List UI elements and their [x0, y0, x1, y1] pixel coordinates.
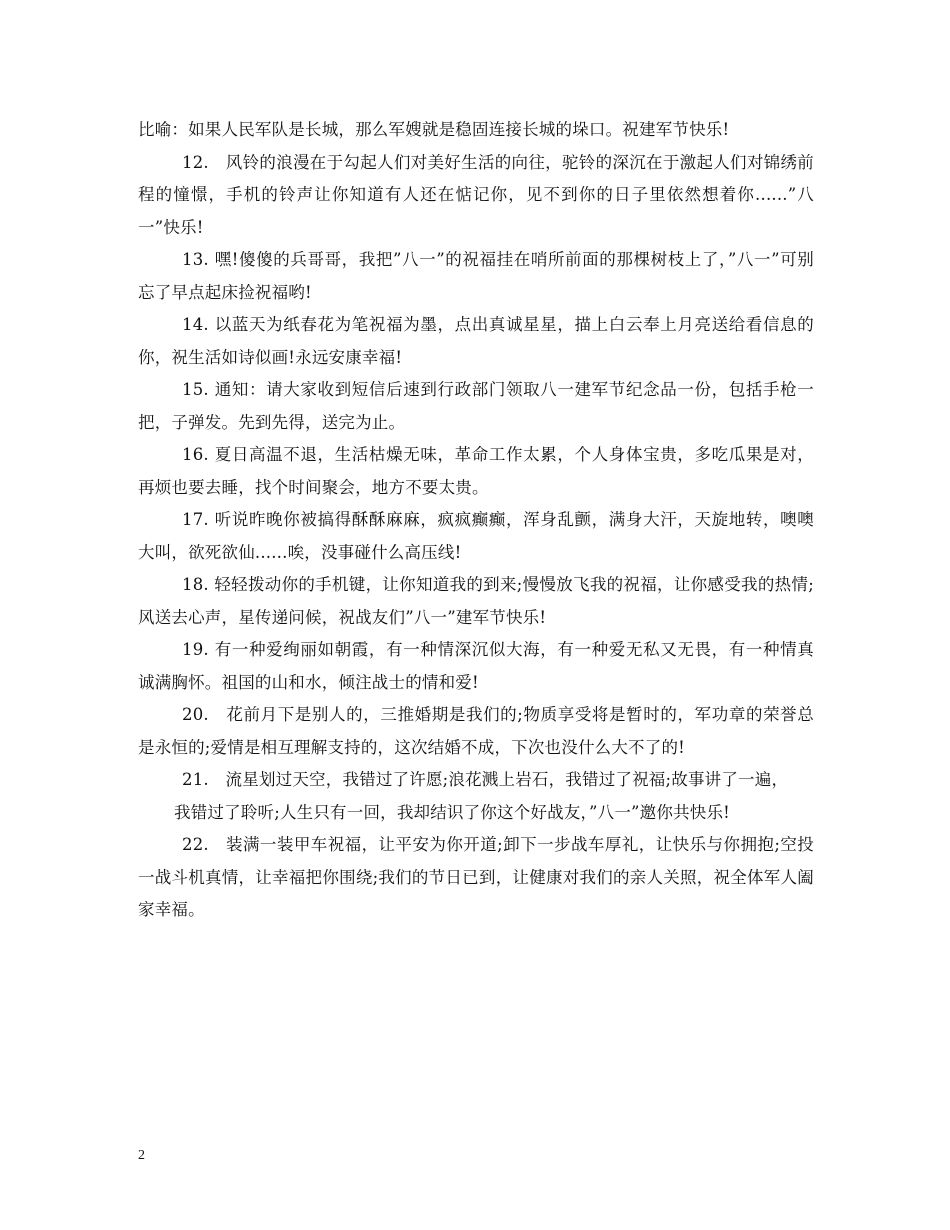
paragraph-21-part-1: 21. 流星划过天空，我错过了许愿;浪花溅上岩石，我错过了祝福;故事讲了一遍，	[182, 770, 789, 789]
page-number: 2	[138, 1148, 145, 1163]
paragraph-11-tail: 比喻：如果人民军队是长城，那么军嫂就是稳固连接长城的垛口。祝建军节快乐!	[138, 120, 730, 139]
body-text	[138, 114, 814, 927]
paragraph-15: 15. 通知：请大家收到短信后速到行政部门领取八一建军节纪念品一份，包括手枪一把，子弹发。先到先得，送完为止。	[138, 380, 814, 432]
paragraph-13: 13. 嘿!傻傻的兵哥哥，我把”八一”的祝福挂在哨所前面的那棵树枝上了，”八一”可别忘了早点起床捡祝福哟!	[138, 250, 814, 302]
paragraph-12: 12. 风铃的浪漫在于勾起人们对美好生活的向往，驼铃的深沉在于激起人们对锦绣前程的憧憬，手机的铃声让你知道有人还在惦记你，见不到你的日子里依然想着你......”八一”快乐!	[138, 152, 814, 237]
paragraph-18: 18. 轻轻拨动你的手机键，让你知道我的到来;慢慢放飞我的祝福，让你感受我的热情;风送去心声，星传递问候，祝战友们”八一”建军节快乐!	[138, 575, 814, 627]
paragraph-20: 20. 花前月下是别人的，三推婚期是我们的;物质享受将是暂时的，军功章的荣誉总是永恒的;爱情是相互理解支持的，这次结婚不成，下次也没什么大不了的!	[138, 705, 814, 757]
paragraph-17: 17. 听说昨晚你被搞得酥酥麻麻，疯疯癫癫，浑身乱颤，满身大汗，天旋地转，噢噢大叫，欲死欲仙......唉，没事碰什么高压线!	[138, 510, 814, 562]
paragraph-16: 16. 夏日高温不退，生活枯燥无味，革命工作太累，个人身体宝贵，多吃瓜果是对，再烦也要去睡，找个时间聚会，地方不要太贵。	[138, 445, 814, 497]
paragraph-19: 19. 有一种爱绚丽如朝霞，有一种情深沉似大海，有一种爱无私又无畏，有一种情真诚满胸怀。祖国的山和水，倾注战士的情和爱!	[138, 640, 814, 692]
paragraph-22: 22. 装满一装甲车祝福，让平安为你开道;卸下一步战车厚礼，让快乐与你拥抱;空投一战斗机真情，让幸福把你围绕;我们的节日已到，让健康对我们的亲人关照，祝全体军人阖家幸福。	[138, 835, 814, 919]
paragraph-21-part-2: 我错过了聆听;人生只有一回，我却结识了你这个好战友，”八一”邀你共快乐!	[174, 802, 731, 822]
paragraph-14: 14. 以蓝天为纸春花为笔祝福为墨，点出真诚星星，描上白云奉上月亮送给看信息的你，祝生活如诗似画!永远安康幸福!	[138, 315, 814, 367]
